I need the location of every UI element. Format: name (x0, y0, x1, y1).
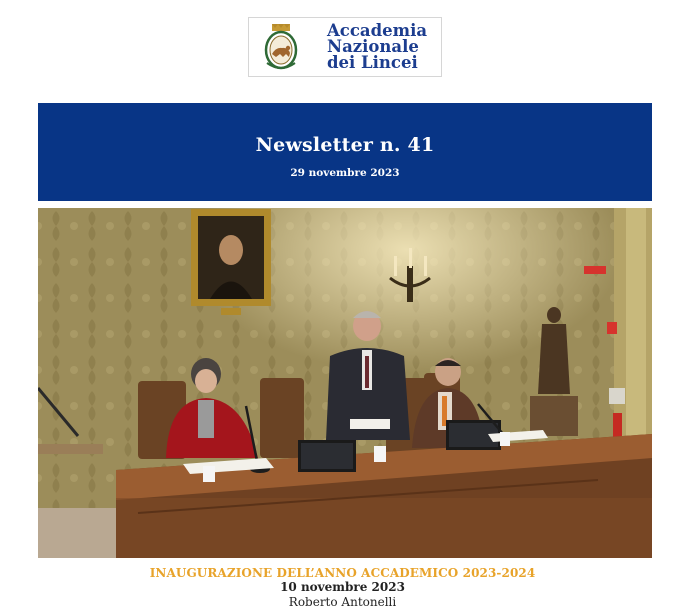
newsletter-date: 29 novembre 2023 (290, 167, 400, 179)
academy-logo[interactable] (248, 17, 442, 77)
logo-line-1: Accademia (327, 21, 428, 40)
newsletter-banner (38, 103, 652, 201)
event-title[interactable]: INAUGURAZIONE DELL’ANNO ACCADEMICO 2023-2024 (149, 566, 536, 580)
academy-name (327, 23, 427, 71)
ceremony-photo-illustration (38, 208, 652, 558)
hero-photo[interactable] (38, 208, 652, 558)
lynx-crest-icon (263, 23, 299, 71)
event-date: 10 novembre 2023 (280, 580, 405, 594)
logo-line-3: dei Lincei (327, 53, 418, 72)
logo-line-2: Nazionale (327, 37, 419, 56)
newsletter-title: Newsletter n. 41 (255, 134, 435, 156)
event-speaker: Roberto Antonelli (288, 595, 397, 609)
